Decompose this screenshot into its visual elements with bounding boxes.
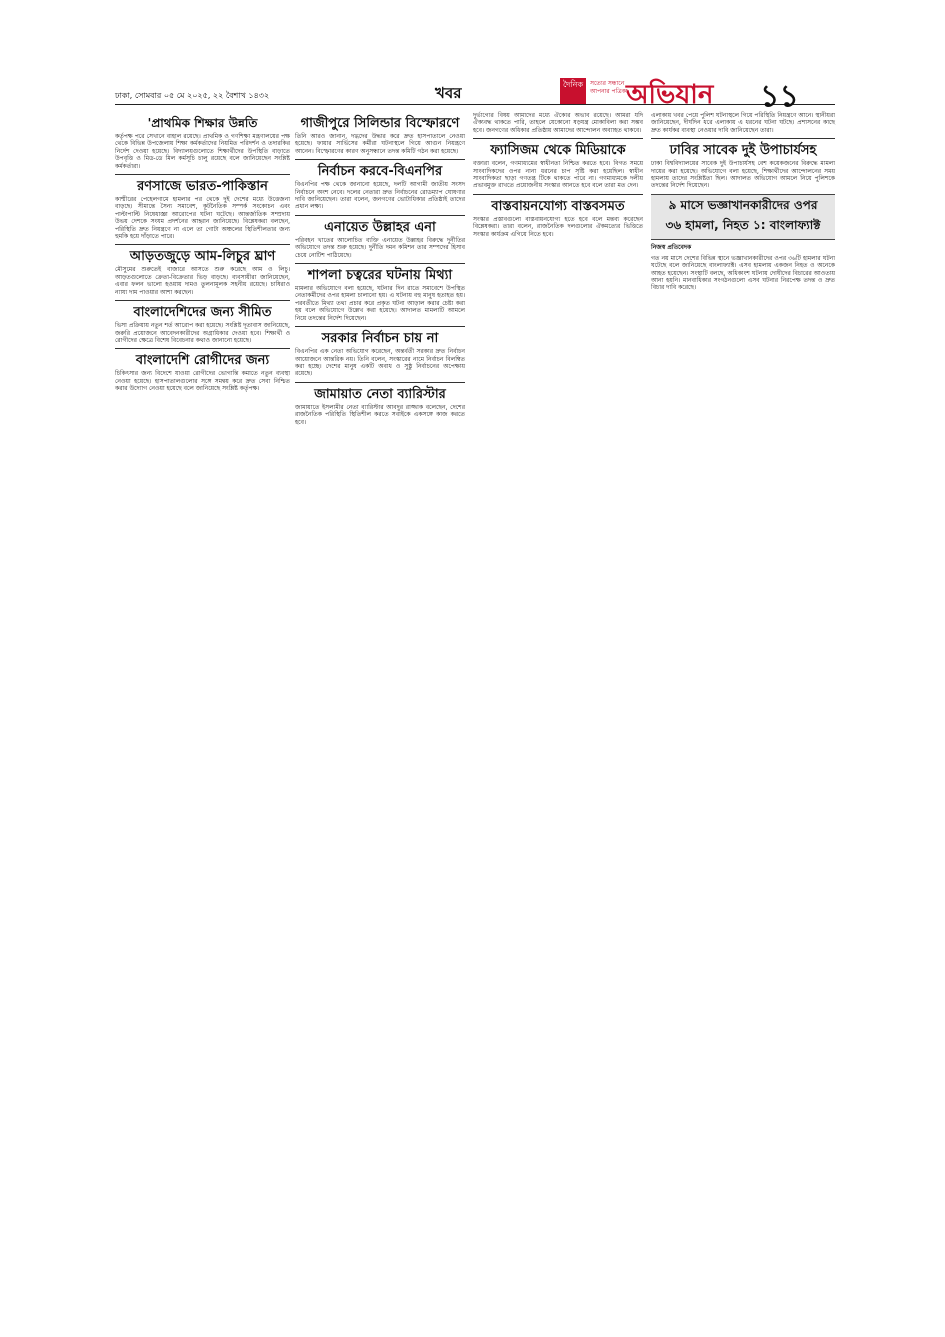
article-body: মৌসুমের শুরুতেই বাজারে আসতে শুরু করেছে আম ও লিচু। আড়তগুলোতে ক্রেতা-বিক্রেতার ভিড় বাড়ছে। ব্যবসায়ীরা জানিয়েছেন, এবার ফলন ভালো হওয়ায় দামও তুলনামূলক সহনীয় রয়েছে। চাষিরাও ন্যায্য দাম পাওয়ার আশা করছেন। [115, 266, 290, 296]
article-body: বিএনপির এক নেতা অভিযোগ করেছেন, অন্তর্বর্তী সরকার দ্রুত নির্বাচন আয়োজনে আন্তরিক নয়। তিনি বলেন, সংস্কারের নামে নির্বাচন বিলম্বিত করা হচ্ছে। দেশের মানুষ একটি অবাধ ও সুষ্ঠু নির্বাচনের অপেক্ষায় রয়েছে। [295, 348, 465, 378]
article-body: কাশ্মীরের পেহেলগামে হামলার পর থেকে দুই দেশের মধ্যে উত্তেজনা বাড়ছে। সীমান্তে সৈন্য সমাবেশ, কূটনৈতিক সম্পর্ক সংকোচন এবং পাল্টাপাল্টি নিষেধাজ্ঞা আরোপের ঘটনা ঘটেছে। আন্তর্জাতিক সম্প্রদায় উভয় দেশকে সংযম প্রদর্শনের আহ্বান জানিয়েছে। বিশ্লেষকরা বলছেন, পরিস্থিতি দ্রুত নিয়ন্ত্রণে না এলে তা গোটা অঞ্চলের স্থিতিশীলতার জন্য হুমকি হয়ে দাঁড়াতে পারে। [115, 196, 290, 241]
headline: জামায়াত নেতা ব্যারিস্টার [314, 386, 446, 402]
headline-line-1: ৯ মাসে ভজ্ঞাখানকারীদের ওপর [668, 197, 818, 212]
article-body: জামায়াতে ইসলামীর নেতা ব্যারিস্টার আবদুর রাজ্জাক বলেছেন, দেশের রাজনৈতিক পরিস্থিতি স্থিতিশীল করতে সবাইকে একসঙ্গে কাজ করতে হবে। [295, 403, 465, 426]
headline: গাজীপুরে সিলিন্ডার বিস্ফোরণে [300, 116, 460, 131]
divider [651, 138, 835, 139]
divider [115, 300, 290, 301]
headline: আড়তজুড়ে আম-লিচুর ঘ্রাণ [129, 249, 276, 265]
section-title: খবর [435, 84, 462, 102]
headline: বাস্তবায়নযোগ্য বাস্তবসমত [491, 198, 625, 214]
divider [295, 263, 465, 264]
article-body: চিকিৎসার জন্য বিদেশে যাওয়া রোগীদের ভোগান্তি কমাতে নতুন ব্যবস্থা নেওয়া হয়েছে। হাসপাতালগুলোর সঙ্গে সমন্বয় করে দ্রুত সেবা নিশ্চিত করার উদ্যোগ নেওয়া হয়েছে বলে জানিয়েছে সংশ্লিষ্ট কর্তৃপক্ষ। [115, 370, 290, 393]
divider [295, 215, 465, 216]
masthead-logo [560, 70, 840, 114]
article-body: পরিবহন খাতের আলোচিত ব্যক্তি এনায়েত উল্লাহর বিরুদ্ধে দুর্নীতির অভিযোগে তদন্ত শুরু হয়েছে। দুর্নীতি দমন কমিশন তার সম্পদের হিসাব চেয়ে নোটিশ পাঠিয়েছে। [295, 236, 465, 259]
article-body: তিনি আরও জানান, দগ্ধদের উদ্ধার করে দ্রুত হাসপাতালে নেওয়া হয়েছে। ফায়ার সার্ভিসের কর্মীরা ঘটনাস্থলে গিয়ে আগুন নিয়ন্ত্রণে আনেন। বিস্ফোরণের কারণ অনুসন্ধানে তদন্ত কমিটি গঠন করা হয়েছে। [295, 133, 465, 155]
article-body: দুর্ভাগ্যের বিষয় আমাদের মধ্যে ঐক্যের অভাব রয়েছে। আমরা যদি ঐক্যবদ্ধ থাকতে পারি, তাহলে যেকোনো ষড়যন্ত্র মোকাবিলা করা সম্ভব হবে। জনগণের অধিকার প্রতিষ্ঠায় আমাদের আন্দোলন অব্যাহত থাকবে। [473, 112, 643, 134]
article-body: বিএনপির পক্ষ থেকে জানানো হয়েছে, দলটি আগামী জাতীয় সংসদ নির্বাচনে অংশ নেবে। দলের নেতারা দ্রুত নির্বাচনের রোডম্যাপ ঘোষণার দাবি জানিয়েছেন। তারা বলেন, জনগণের ভোটাধিকার প্রতিষ্ঠাই তাদের প্রধান লক্ষ্য। [295, 181, 465, 211]
headline: নির্বাচন করবে-বিএনপির [317, 164, 443, 180]
divider [295, 382, 465, 383]
article-body: ভিসা প্রক্রিয়ায় নতুন শর্ত আরোপ করা হয়েছে। সংশ্লিষ্ট দূতাবাস জানিয়েছে, জরুরি প্রয়োজনে আবেদনকারীদের অগ্রাধিকার দেওয়া হবে। শিক্ষার্থী ও রোগীদের ক্ষেত্রে বিশেষ বিবেচনার কথাও জানানো হয়েছে। [115, 322, 290, 344]
headline: বাংলাদেশিদের জন্য সীমিত [133, 305, 272, 321]
article-body: কর্তৃপক্ষ পরে সেখানে বাহাল রয়েছে। প্রাথমিক ও গণশিক্ষা মন্ত্রণালয়ের পক্ষ থেকে বিভিন্ন উপজেলায় শিক্ষা কর্মকর্তাদের নিয়মিত পরিদর্শন ও তদারকির নির্দেশ দেওয়া হয়েছে। বিদ্যালয়গুলোতে শিক্ষার্থীদের উপস্থিতি বাড়াতে উপবৃত্তি ও মিড-ডে মিল কর্মসূচি চালু রয়েছে বলে জানিয়েছেন সংশ্লিষ্ট কর্মকর্তারা। [115, 133, 290, 170]
headline: শাপলা চত্বরের ঘটনায় মিথ্যা [307, 268, 453, 284]
divider [473, 194, 643, 195]
headline: এনায়েত উল্লাহর এনা [324, 219, 436, 235]
column-2 [295, 112, 465, 430]
divider [295, 159, 465, 160]
article-body: মামলার অভিযোগে বলা হয়েছে, ঘটনার দিন রাতে সমাবেশে উপস্থিত নেতাকর্মীদের ওপর হামলা চালানো হয়। এ ঘটনায় বহু মানুষ হতাহত হয়। পরবর্তীতে মিথ্যা তথ্য প্রচার করে প্রকৃত ঘটনা আড়াল করার চেষ্টা করা হয় বলে অভিযোগে উল্লেখ করা হয়েছে। আদালত মামলাটি আমলে নিয়ে তদন্তের নির্দেশ দিয়েছেন। [295, 285, 465, 322]
article-body: সংস্কার প্রস্তাবগুলো বাস্তবায়নযোগ্য হতে হবে বলে মন্তব্য করেছেন বিশ্লেষকরা। তারা বলেন, রাজনৈতিক দলগুলোর ঐকমত্যের ভিত্তিতে সংস্কার কার্যক্রম এগিয়ে নিতে হবে। [473, 215, 643, 238]
logo-tagline: সত্যের সন্ধানে আপনার পত্রিকা [590, 80, 628, 95]
headline: ফ্যাসিজম থেকে মিডিয়াকে [490, 143, 626, 159]
article-body: ঢাকা বিশ্ববিদ্যালয়ের সাবেক দুই উপাচার্যসহ বেশ কয়েকজনের বিরুদ্ধে মামলা দায়ের করা হয়েছে। অভিযোগে বলা হয়েছে, শিক্ষার্থীদের আন্দোলনের সময় হামলায় তাদের সংশ্লিষ্টতা ছিল। আদালত অভিযোগ আমলে নিয়ে পুলিশকে তদন্তের নির্দেশ দিয়েছেন। [651, 160, 835, 190]
divider [115, 244, 290, 245]
reporter-byline: নিজস্ব প্রতিবেদক [651, 243, 692, 251]
column-1 [115, 112, 290, 397]
divider [295, 326, 465, 327]
headline: বাংলাদেশি রোগীদের জন্য [135, 353, 270, 369]
headline: সরকার নির্বাচন চায় না [321, 331, 439, 347]
logo-name: অভিযান [626, 80, 714, 110]
headline: ঢাবির সাবেক দুই উপাচার্যসহ [669, 143, 817, 159]
column-3 [473, 112, 643, 242]
headline: 'প্রাথমিক শিক্ষার উন্নতি [147, 116, 258, 130]
headline: রণসাজে ভারত-পাকিস্তান [137, 179, 268, 195]
article-body: বক্তারা বলেন, গণমাধ্যমের স্বাধীনতা নিশ্চিত করতে হবে। বিগত সময়ে সাংবাদিকদের ওপর নানা ধরনের চাপ সৃষ্টি করা হয়েছিল। স্বাধীন সাংবাদিকতা ছাড়া গণতন্ত্র টিকে থাকতে পারে না। গণমাধ্যমকে দলীয় প্রভাবমুক্ত রাখতে প্রয়োজনীয় সংস্কার আনতে হবে বলে তারা মত দেন। [473, 160, 643, 190]
divider [115, 348, 290, 349]
article-body: এলাকায় খবর পেয়ে পুলিশ ঘটনাস্থলে গিয়ে পরিস্থিতি নিয়ন্ত্রণে আনে। স্থানীয়রা জানিয়েছেন, দীর্ঘদিন ধরে এলাকায় এ ধরনের ঘটনা ঘটছে। প্রশাসনের কাছে দ্রুত কার্যকর ব্যবস্থা নেওয়ার দাবি জানিয়েছেন তারা। [651, 112, 835, 134]
column-4 [651, 112, 835, 296]
headline-line-2: ৩৬ হামলা, নিহত ১: বাংলাফ্যাক্ট [665, 217, 821, 232]
divider [473, 138, 643, 139]
divider [115, 174, 290, 175]
page-number: ১১ [760, 79, 799, 114]
dateline: ঢাকা, সোমবার ০৫ মে ২০২৫, ২২ বৈশাখ ১৪৩২ [115, 91, 270, 100]
article-body: গত নয় মাসে দেশের বিভিন্ন স্থানে ভজ্ঞাখানকারীদের ওপর ৩৬টি হামলার ঘটনা ঘটেছে বলে জানিয়েছে বাংলাফ্যাক্ট। এসব হামলায় একজন নিহত ও অনেকে আহত হয়েছেন। সংস্থাটি বলছে, অধিকাংশ ঘটনায় দোষীদের বিচারের আওতায় আনা হয়নি। মানবাধিকার সংগঠনগুলো এসব ঘটনার নিরপেক্ষ তদন্ত ও দ্রুত বিচার দাবি করেছে। [651, 254, 835, 292]
shaded-headline-box [651, 194, 835, 240]
logo-box: দৈনিক [560, 78, 586, 104]
